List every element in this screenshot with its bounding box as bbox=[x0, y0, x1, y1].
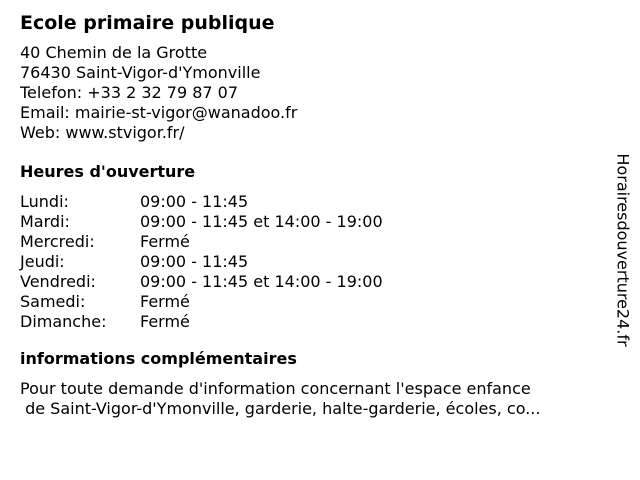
hours-row-wednesday bbox=[20, 232, 610, 252]
info-heading: informations complémentaires bbox=[20, 349, 297, 368]
contact-block bbox=[20, 43, 610, 143]
hours-row-friday bbox=[20, 272, 610, 292]
phone-line: Telefon: +33 2 32 79 87 07 bbox=[20, 83, 239, 102]
day-label: Vendredi: bbox=[20, 272, 96, 291]
day-hours: Fermé bbox=[140, 292, 190, 311]
day-hours: 09:00 - 11:45 bbox=[140, 252, 249, 271]
info-line-1: Pour toute demande d'information concernant l'espace enfance bbox=[20, 379, 531, 398]
email-line: Email: mairie-st-vigor@wanadoo.fr bbox=[20, 103, 298, 122]
day-label: Lundi: bbox=[20, 192, 69, 211]
info-text bbox=[20, 379, 610, 419]
day-label: Dimanche: bbox=[20, 312, 107, 331]
info-line-2: de Saint-Vigor-d'Ymonville, garderie, halte-garderie, écoles, co... bbox=[20, 399, 541, 418]
hours-row-thursday bbox=[20, 252, 610, 272]
hours-table bbox=[20, 192, 610, 332]
site-watermark: Horairesdouverture24.fr bbox=[613, 153, 633, 347]
day-label: Samedi: bbox=[20, 292, 86, 311]
hours-heading: Heures d'ouverture bbox=[20, 162, 196, 181]
day-hours: 09:00 - 11:45 et 14:00 - 19:00 bbox=[140, 272, 383, 291]
address-street: 40 Chemin de la Grotte bbox=[20, 43, 208, 62]
day-hours: 09:00 - 11:45 bbox=[140, 192, 249, 211]
day-hours: 09:00 - 11:45 et 14:00 - 19:00 bbox=[140, 212, 383, 231]
hours-row-saturday bbox=[20, 292, 610, 312]
hours-row-tuesday bbox=[20, 212, 610, 232]
hours-row-sunday bbox=[20, 312, 610, 332]
hours-row-monday bbox=[20, 192, 610, 212]
business-name: Ecole primaire publique bbox=[20, 12, 275, 34]
web-line: Web: www.stvigor.fr/ bbox=[20, 123, 185, 142]
business-card bbox=[20, 10, 610, 419]
day-label: Jeudi: bbox=[20, 252, 65, 271]
address-city: 76430 Saint-Vigor-d'Ymonville bbox=[20, 63, 261, 82]
day-hours: Fermé bbox=[140, 232, 190, 251]
day-label: Mardi: bbox=[20, 212, 70, 231]
day-hours: Fermé bbox=[140, 312, 190, 331]
day-label: Mercredi: bbox=[20, 232, 95, 251]
